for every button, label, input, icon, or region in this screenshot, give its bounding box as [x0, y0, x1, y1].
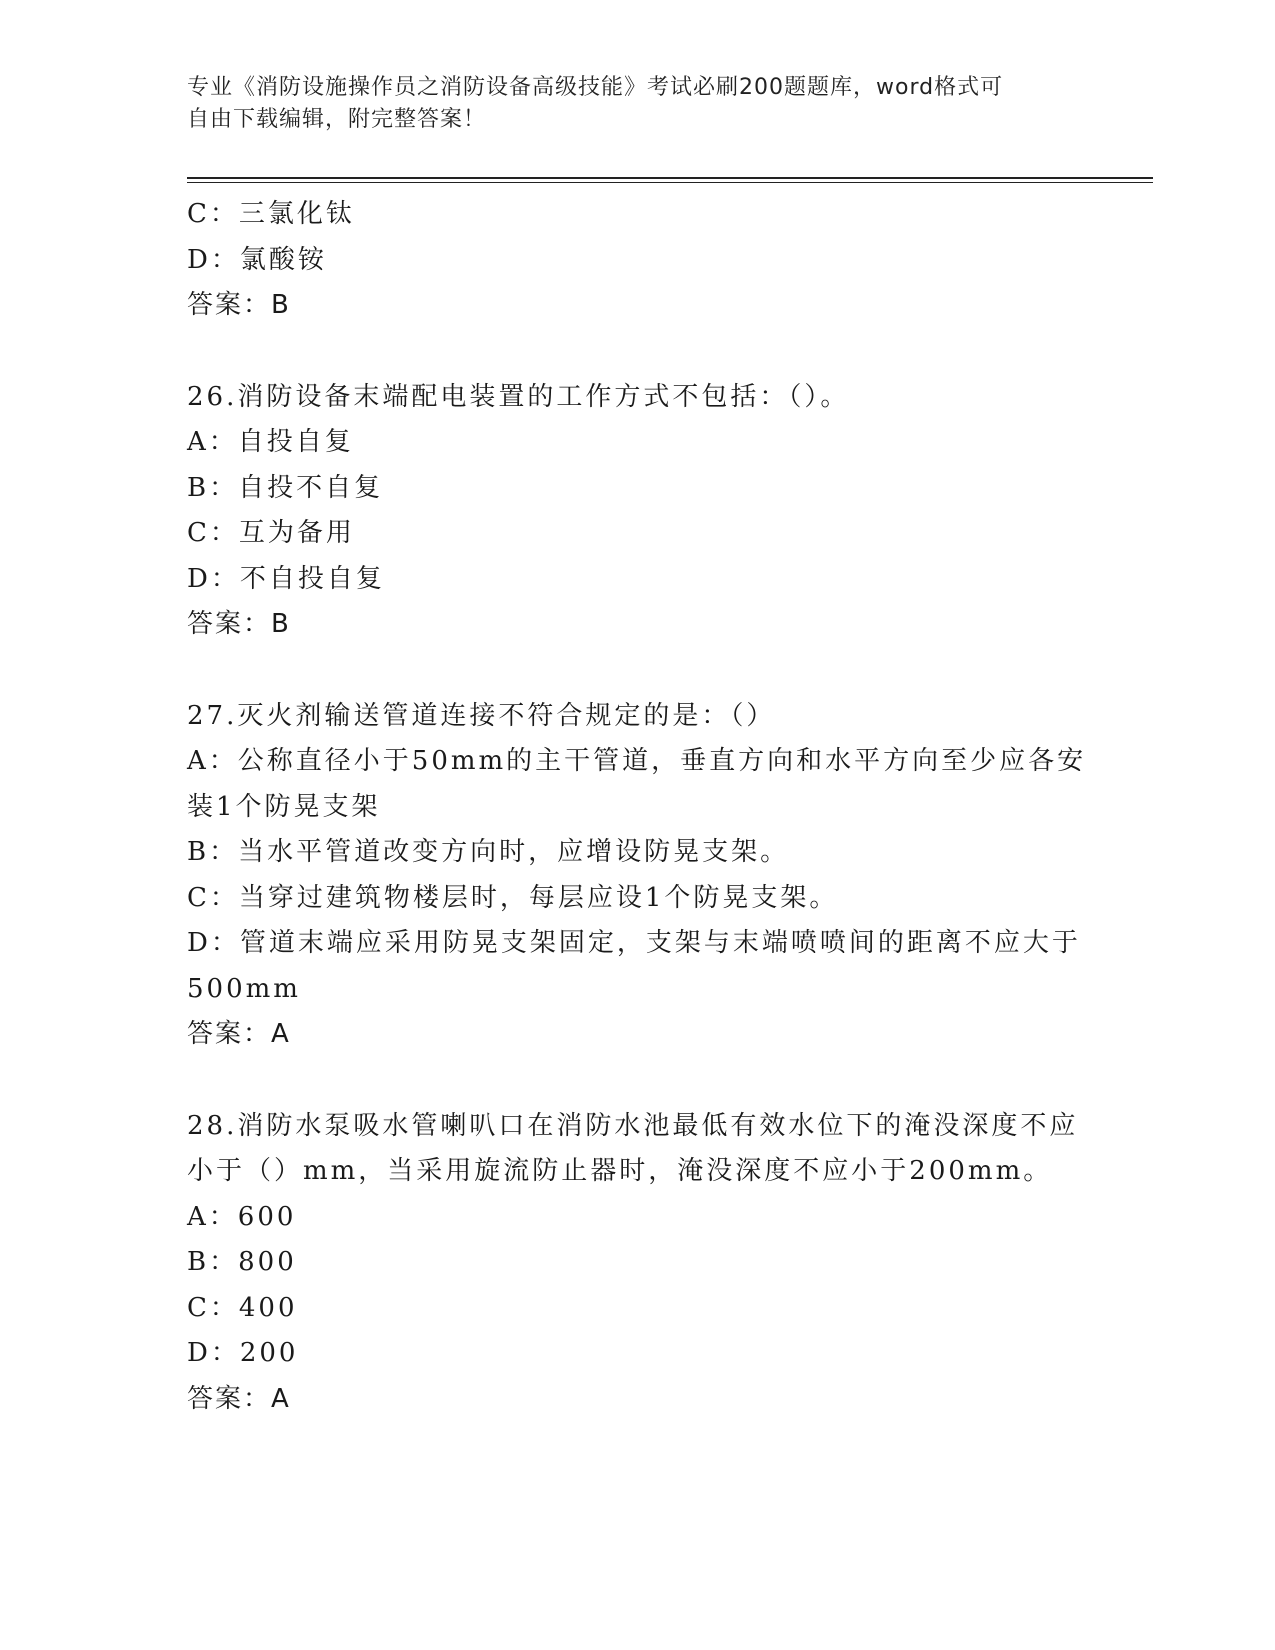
header-title-line-1: 专业《消防设施操作员之消防设备高级技能》考试必刷200题题库，word格式可: [187, 75, 1004, 100]
question-26: [187, 375, 1087, 648]
option-b: B：自投不自复: [187, 472, 384, 503]
option-b: B：800: [187, 1247, 297, 1277]
header-title-line-2: 自由下载编辑，附完整答案！: [187, 107, 487, 132]
option-d: D：200: [187, 1338, 299, 1368]
question-28: [187, 1104, 1087, 1423]
option-d: D：氯酸铵: [187, 244, 327, 275]
option-d: D：管道末端应采用防晃支架固定，支架与末端喷喷间的距离不应大于: [187, 928, 1081, 958]
option-d-continued: 500mm: [187, 973, 301, 1004]
option-c: C：三氯化钛: [187, 199, 355, 229]
option-b: B：当水平管道改变方向时，应增设防晃支架。: [187, 837, 790, 867]
document-header: [187, 72, 1067, 136]
option-c: C：当穿过建筑物楼层时，每层应设1个防晃支架。: [187, 882, 839, 913]
option-c: C：400: [187, 1292, 298, 1323]
option-d: D：不自投自复: [187, 563, 385, 594]
option-a-continued: 装1个防晃支架: [187, 791, 381, 822]
answer-line: 答案：A: [187, 1383, 291, 1414]
question-stem: 26.消防设备末端配电装置的工作方式不包括：（）。: [187, 381, 850, 412]
option-a: A：600: [187, 1201, 297, 1232]
answer-line: 答案：B: [187, 290, 291, 320]
question-gap: [187, 648, 1087, 694]
answer-line: 答案：B: [187, 609, 291, 639]
header-divider-thin: [187, 182, 1153, 183]
option-a: A：自投自复: [187, 427, 354, 457]
question-stem-continued: 小于（）mm，当采用旋流防止器时，淹没深度不应小于200mm。: [187, 1156, 1053, 1186]
option-a: A：公称直径小于50mm的主干管道，垂直方向和水平方向至少应各安: [187, 746, 1087, 776]
option-c: C：互为备用: [187, 518, 355, 548]
question-stem: 28.消防水泵吸水管喇叭口在消防水池最低有效水位下的淹没深度不应: [187, 1110, 1079, 1141]
question-stem: 27.灭火剂输送管道连接不符合规定的是：（）: [187, 700, 776, 731]
question-27: [187, 694, 1087, 1058]
question-content: [187, 192, 1087, 1422]
question-gap: [187, 329, 1087, 375]
question-25-tail: [187, 192, 1087, 329]
question-gap: [187, 1058, 1087, 1104]
header-divider-thick: [187, 177, 1153, 179]
answer-line: 答案：A: [187, 1019, 291, 1049]
